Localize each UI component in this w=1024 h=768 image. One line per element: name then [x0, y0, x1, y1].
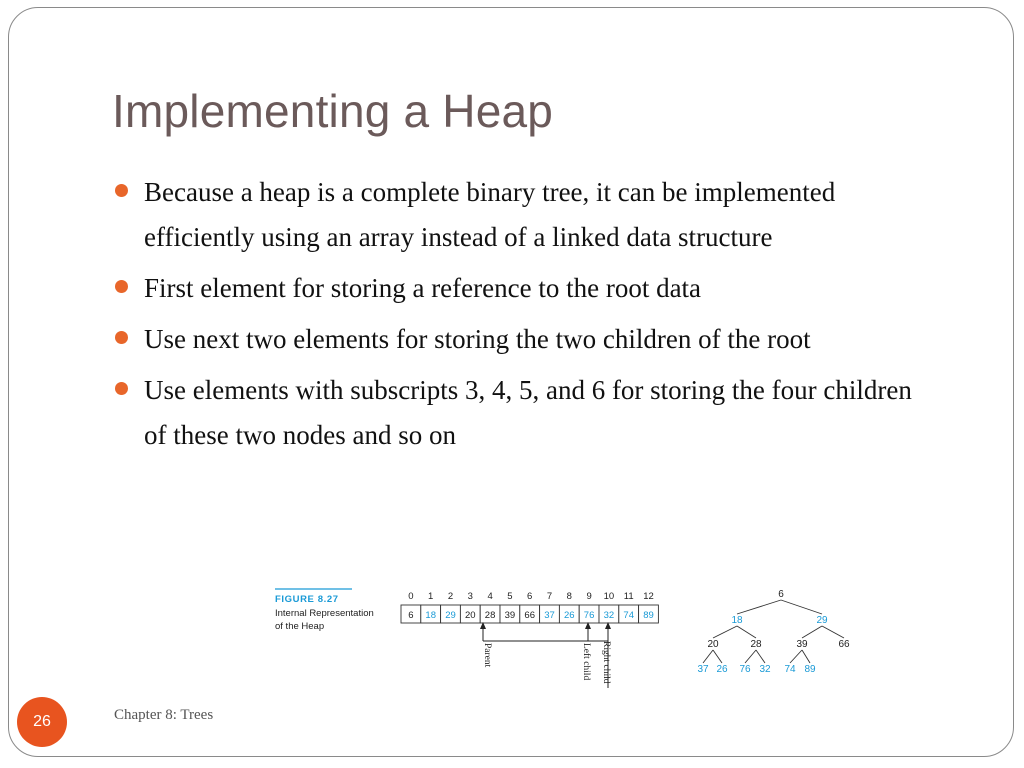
tree-node: 37 [697, 664, 709, 675]
bullet-text: Because a heap is a complete binary tree, it can be implemented efficiently using an array instead of a linked data structure [144, 177, 836, 252]
array-index: 12 [643, 591, 654, 602]
tree-node: 26 [716, 664, 728, 675]
array-pointers [480, 622, 611, 688]
tree-edge [745, 650, 756, 663]
tree-edge [737, 626, 756, 638]
tree-edge [790, 650, 802, 663]
array-cell-value: 89 [643, 610, 654, 621]
array-cell-value: 6 [408, 610, 414, 621]
tree-edge [703, 650, 713, 663]
bullet-dot-icon [115, 184, 128, 197]
tree-node: 6 [778, 589, 784, 600]
bullet-dot-icon [115, 382, 128, 395]
tree-edge [802, 626, 822, 638]
bullet-text: Use elements with subscripts 3, 4, 5, and 6 for storing the four children of these two nodes and so on [144, 375, 912, 450]
tree-node: 74 [784, 664, 796, 675]
array-index: 6 [527, 591, 533, 602]
array-cell-value: 20 [465, 610, 476, 621]
page-number: 26 [33, 713, 51, 730]
array-index: 8 [566, 591, 572, 602]
tree-node: 76 [739, 664, 751, 675]
array-index-row [408, 591, 654, 602]
tree-edge [822, 626, 844, 638]
array-cell-value: 39 [504, 610, 516, 621]
bullet-item [112, 317, 932, 362]
tree-node: 18 [731, 615, 743, 626]
array-cell-row [401, 605, 658, 623]
tree-edge [737, 600, 781, 614]
array-index: 7 [546, 591, 553, 602]
slide-footer: Chapter 8: Trees [114, 707, 214, 723]
array-cell-value: 37 [544, 610, 555, 621]
tree-node: 20 [707, 639, 719, 650]
figure-caption-line2: of the Heap [275, 621, 325, 632]
bullet-dot-icon [115, 280, 128, 293]
tree-edge [756, 650, 765, 663]
array-index: 2 [447, 591, 454, 602]
tree-node: 32 [759, 664, 771, 675]
array-index: 1 [428, 591, 434, 602]
bullet-list [112, 170, 932, 464]
tree-node: 29 [816, 615, 828, 626]
array-cell-value: 28 [484, 610, 496, 621]
tree-node: 89 [804, 664, 816, 675]
array-cell-value: 26 [564, 610, 575, 621]
bullet-text: Use next two elements for storing the two children of the root [144, 324, 811, 354]
array-index: 0 [408, 591, 414, 602]
array-index: 11 [623, 591, 634, 602]
bullet-dot-icon [115, 331, 128, 344]
left-child-label: Left child [581, 643, 591, 681]
array-index: 4 [487, 591, 493, 602]
array-index: 10 [603, 591, 615, 602]
tree-node: 28 [750, 639, 762, 650]
array-cell-value: 29 [445, 610, 456, 621]
tree-node: 66 [838, 639, 850, 650]
heap-tree-edges [703, 600, 844, 663]
figure-label: FIGURE 8.27 [275, 594, 339, 605]
slide-title: Implementing a Heap [112, 85, 554, 137]
tree-edge [713, 650, 722, 663]
parent-label: Parent [482, 643, 492, 668]
tree-edge [713, 626, 737, 638]
array-index: 5 [507, 591, 513, 602]
right-child-label: Right child [601, 641, 611, 684]
bullet-item [112, 266, 932, 311]
bullet-text: First element for storing a reference to the root data [144, 273, 702, 303]
array-cell-value: 18 [425, 610, 436, 621]
bullet-item [112, 368, 932, 458]
bullet-item [112, 170, 932, 260]
tree-node: 39 [796, 639, 808, 650]
array-index: 3 [467, 591, 473, 602]
array-cell-value: 76 [583, 610, 595, 621]
figure-caption-line1: Internal Representation [275, 608, 374, 619]
array-cell-value: 32 [603, 610, 615, 621]
tree-edge [781, 600, 822, 614]
array-cell-value: 74 [623, 610, 634, 621]
array-cell-value: 66 [524, 610, 535, 621]
array-index: 9 [586, 591, 592, 602]
page-number-badge [17, 697, 67, 747]
heap-figure [272, 583, 872, 693]
tree-edge [802, 650, 810, 663]
